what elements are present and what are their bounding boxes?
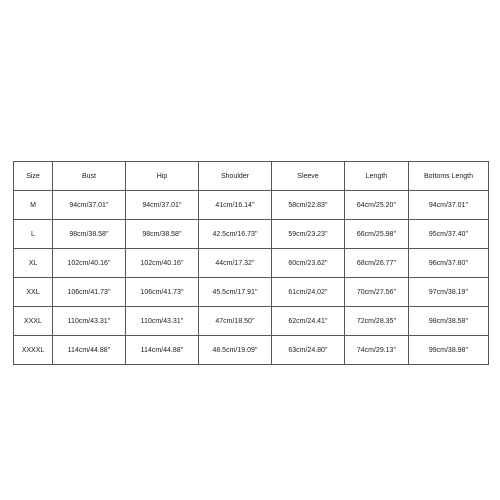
cell-bottoms-length: 94cm/37.01'' bbox=[409, 191, 489, 220]
cell-sleeve: 62cm/24.41'' bbox=[272, 307, 345, 336]
cell-bottoms-length: 97cm/38.19'' bbox=[409, 278, 489, 307]
cell-length: 72cm/28.35'' bbox=[345, 307, 409, 336]
header-bottoms-length: Bottoms Length bbox=[409, 162, 489, 191]
cell-shoulder: 44cm/17.32'' bbox=[199, 249, 272, 278]
cell-size: M bbox=[14, 191, 53, 220]
cell-sleeve: 58cm/22.83'' bbox=[272, 191, 345, 220]
cell-shoulder: 45.5cm/17.91'' bbox=[199, 278, 272, 307]
cell-hip: 106cm/41.73'' bbox=[126, 278, 199, 307]
cell-sleeve: 59cm/23.23'' bbox=[272, 220, 345, 249]
table-row bbox=[14, 336, 489, 365]
cell-length: 68cm/26.77'' bbox=[345, 249, 409, 278]
cell-sleeve: 60cm/23.62'' bbox=[272, 249, 345, 278]
cell-length: 64cm/25.20'' bbox=[345, 191, 409, 220]
cell-bottoms-length: 96cm/37.80'' bbox=[409, 249, 489, 278]
header-bust: Bust bbox=[53, 162, 126, 191]
cell-length: 74cm/29.13'' bbox=[345, 336, 409, 365]
header-hip: Hip bbox=[126, 162, 199, 191]
table-row bbox=[14, 249, 489, 278]
cell-hip: 102cm/40.16'' bbox=[126, 249, 199, 278]
cell-sleeve: 61cm/24.02'' bbox=[272, 278, 345, 307]
cell-shoulder: 42.5cm/16.73'' bbox=[199, 220, 272, 249]
cell-bottoms-length: 98cm/38.58'' bbox=[409, 307, 489, 336]
cell-bottoms-length: 95cm/37.40'' bbox=[409, 220, 489, 249]
cell-sleeve: 63cm/24.80'' bbox=[272, 336, 345, 365]
header-sleeve: Sleeve bbox=[272, 162, 345, 191]
cell-hip: 114cm/44.88'' bbox=[126, 336, 199, 365]
cell-bust: 110cm/43.31'' bbox=[53, 307, 126, 336]
header-size: Size bbox=[14, 162, 53, 191]
cell-shoulder: 48.5cm/19.09'' bbox=[199, 336, 272, 365]
cell-size: XL bbox=[14, 249, 53, 278]
cell-size: L bbox=[14, 220, 53, 249]
cell-bust: 106cm/41.73'' bbox=[53, 278, 126, 307]
table-row bbox=[14, 307, 489, 336]
header-length: Length bbox=[345, 162, 409, 191]
cell-hip: 94cm/37.01'' bbox=[126, 191, 199, 220]
cell-bust: 98cm/38.58'' bbox=[53, 220, 126, 249]
cell-hip: 110cm/43.31'' bbox=[126, 307, 199, 336]
cell-bust: 114cm/44.88'' bbox=[53, 336, 126, 365]
cell-shoulder: 47cm/18.50'' bbox=[199, 307, 272, 336]
cell-shoulder: 41cm/16.14'' bbox=[199, 191, 272, 220]
table-row bbox=[14, 278, 489, 307]
table-header-row bbox=[14, 162, 489, 191]
table-row bbox=[14, 191, 489, 220]
cell-bottoms-length: 99cm/38.98'' bbox=[409, 336, 489, 365]
table-row bbox=[14, 220, 489, 249]
cell-hip: 98cm/38.58'' bbox=[126, 220, 199, 249]
header-shoulder: Shoulder bbox=[199, 162, 272, 191]
cell-bust: 94cm/37.01'' bbox=[53, 191, 126, 220]
cell-length: 70cm/27.56'' bbox=[345, 278, 409, 307]
cell-size: XXL bbox=[14, 278, 53, 307]
cell-size: XXXXL bbox=[14, 336, 53, 365]
cell-bust: 102cm/40.16'' bbox=[53, 249, 126, 278]
cell-length: 66cm/25.98'' bbox=[345, 220, 409, 249]
cell-size: XXXL bbox=[14, 307, 53, 336]
size-chart-table bbox=[13, 161, 489, 365]
